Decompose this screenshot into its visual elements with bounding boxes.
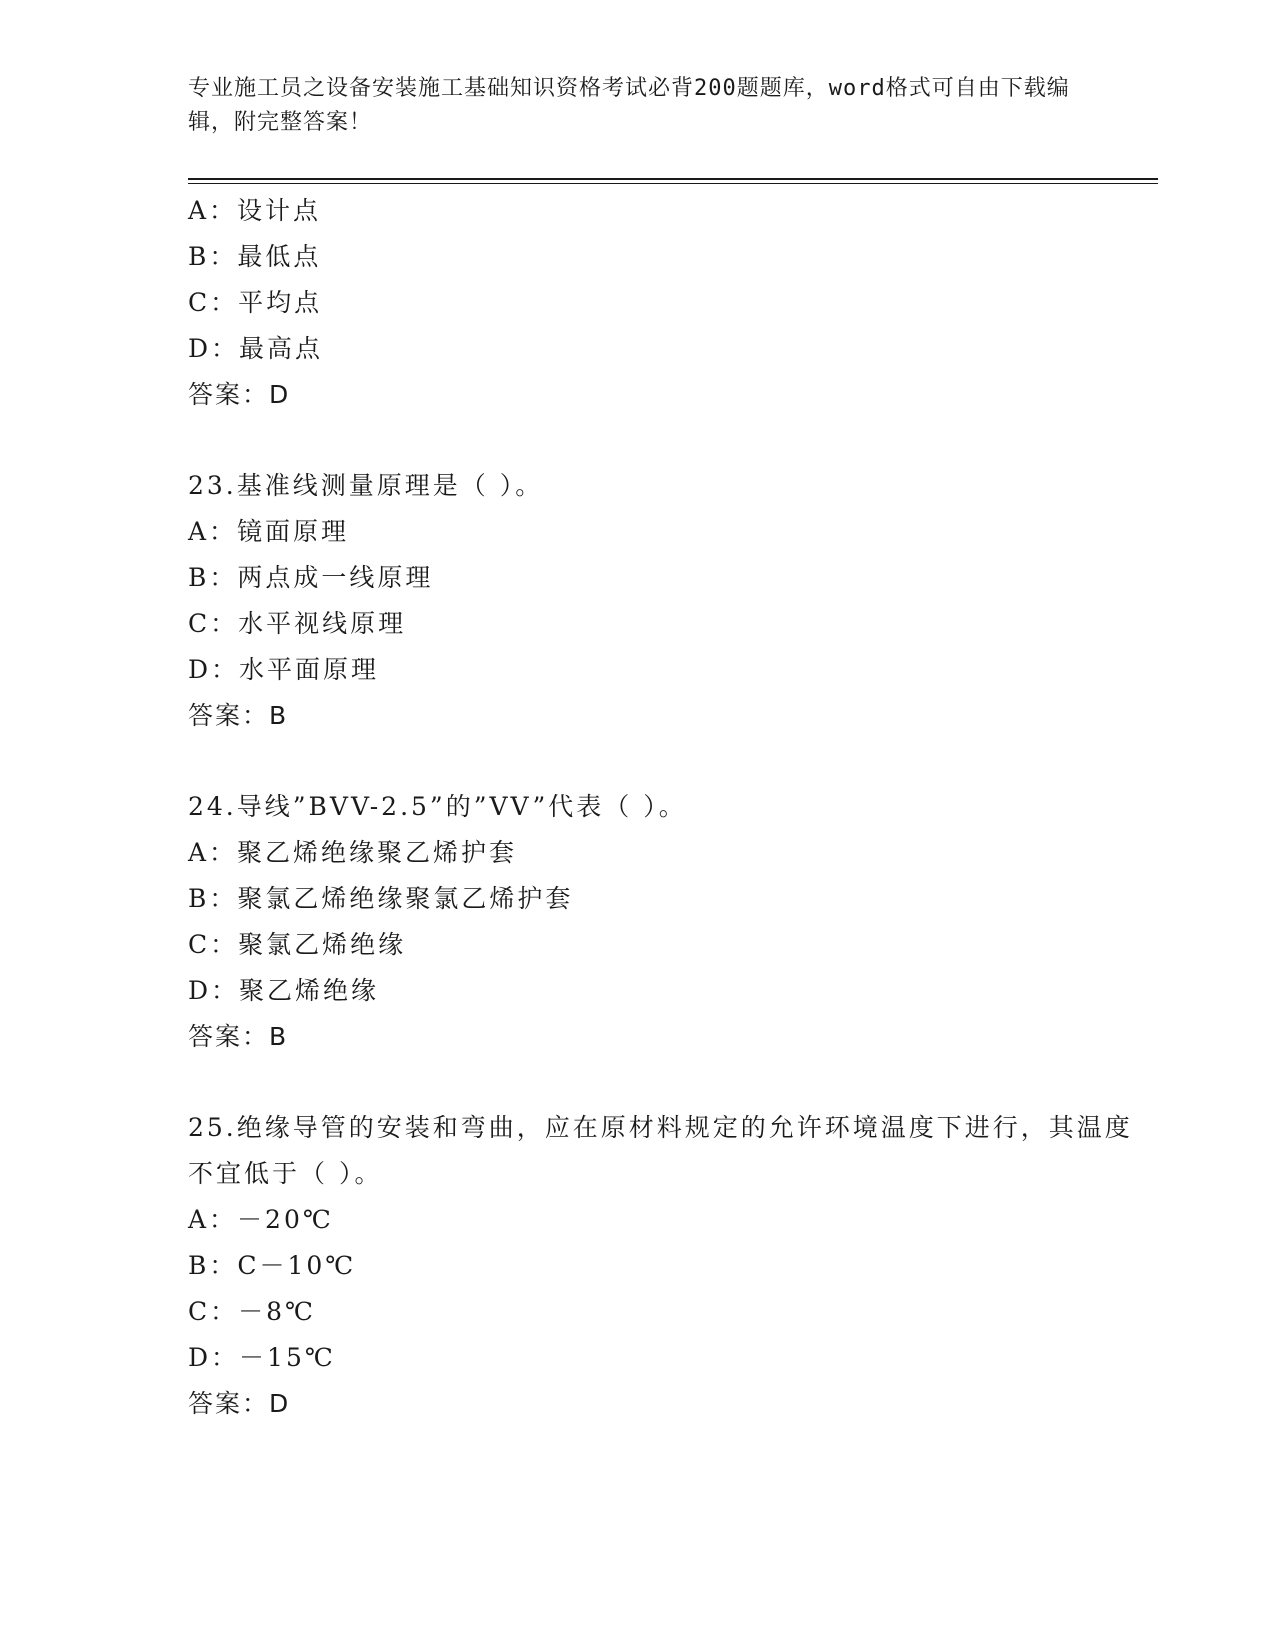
option-d: D：水平面原理 <box>188 655 380 684</box>
option-b: B：最低点 <box>188 242 322 271</box>
answer-line: 答案：B <box>188 701 289 730</box>
header-divider-thick <box>188 178 1158 180</box>
option-b: B：两点成一线原理 <box>188 563 434 592</box>
option-a: A：－20℃ <box>188 1205 334 1234</box>
option-c: C：水平视线原理 <box>188 609 407 638</box>
question-text: 23.基准线测量原理是（ ）。 <box>188 471 544 500</box>
option-c: C：聚氯乙烯绝缘 <box>188 930 407 959</box>
question-block-25 <box>188 1105 1138 1427</box>
option-c: C：平均点 <box>188 288 323 317</box>
answer-line: 答案：B <box>188 1022 289 1051</box>
option-b: B：C－10℃ <box>188 1251 357 1280</box>
question-block-23 <box>188 463 1138 739</box>
header-divider-thin <box>188 183 1158 184</box>
question-list <box>188 188 1138 1427</box>
option-d: D：－15℃ <box>188 1343 336 1372</box>
answer-line: 答案：D <box>188 380 291 409</box>
option-c: C：－8℃ <box>188 1297 317 1326</box>
option-a: A：聚乙烯绝缘聚乙烯护套 <box>188 838 518 867</box>
option-d: D：聚乙烯绝缘 <box>188 976 380 1005</box>
question-block-22 <box>188 188 1138 418</box>
option-b: B：聚氯乙烯绝缘聚氯乙烯护套 <box>188 884 574 913</box>
question-text: 24.导线”BVV-2.5”的”VV”代表（ ）。 <box>188 792 687 821</box>
answer-line: 答案：D <box>188 1389 291 1418</box>
question-text: 25.绝缘导管的安装和弯曲，应在原材料规定的允许环境温度下进行，其温度不宜低于（ ）。 <box>188 1113 1133 1188</box>
document-header: 专业施工员之设备安装施工基础知识资格考试必背200题题库，word格式可自由下载编辑，附完整答案！ <box>188 76 1070 135</box>
option-a: A：镜面原理 <box>188 517 350 546</box>
option-d: D：最高点 <box>188 334 324 363</box>
question-block-24 <box>188 784 1138 1060</box>
option-a: A：设计点 <box>188 196 322 225</box>
